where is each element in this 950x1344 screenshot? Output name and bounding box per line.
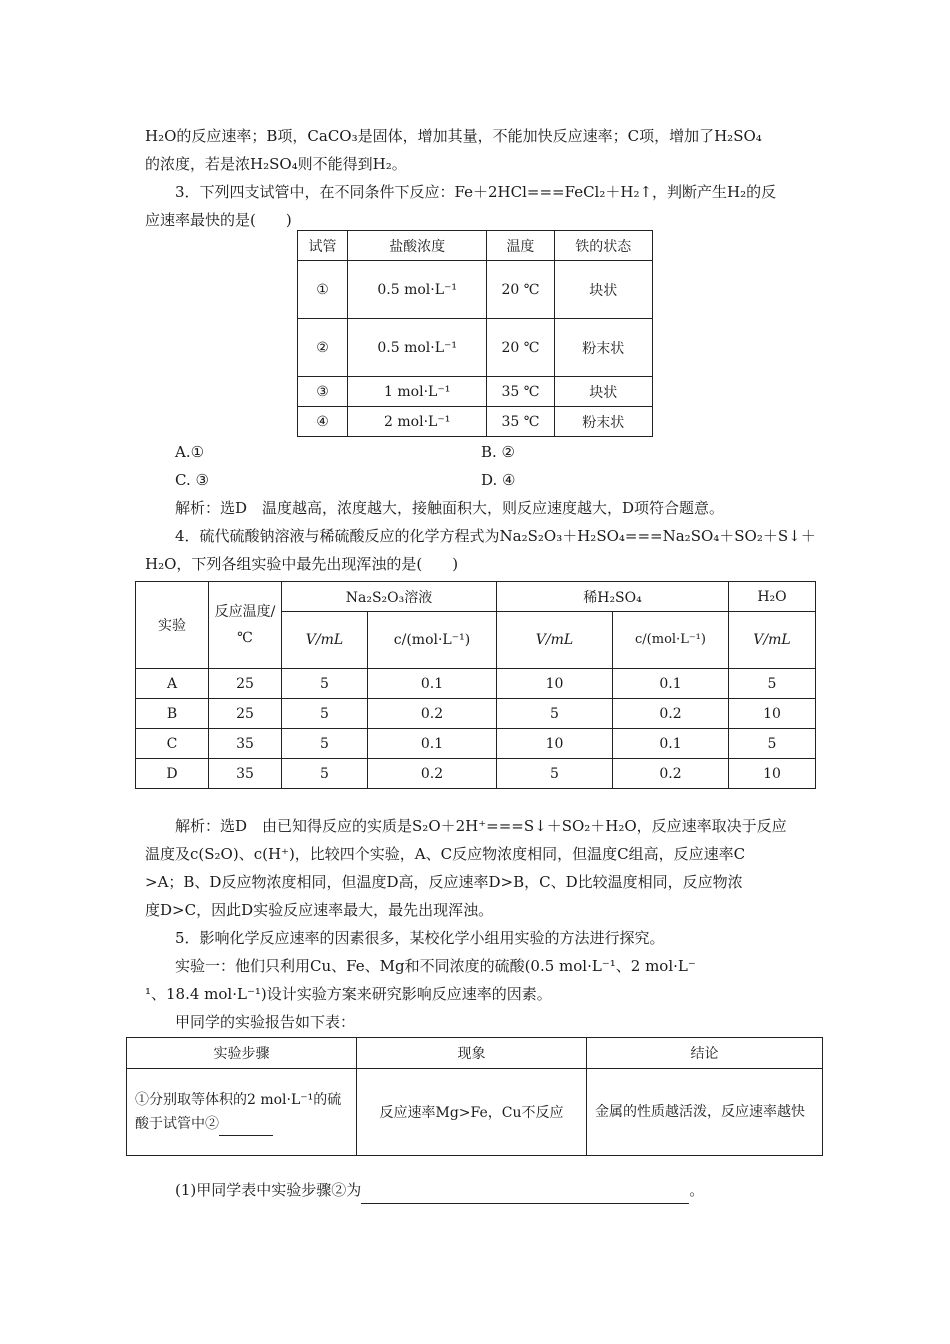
- table-cell: 0.5 mol·L⁻¹: [348, 319, 487, 377]
- step-text: ①分别取等体积的2 mol·L⁻¹的硫酸于试管中②: [135, 1092, 342, 1132]
- table-cell: 35 ℃: [487, 407, 554, 437]
- table-cell: [127, 1069, 357, 1156]
- table-cell: 0.1: [368, 669, 497, 699]
- question-4-stem: 4．硫代硫酸钠溶液与稀硫酸反应的化学方程式为Na₂S₂O₃＋H₂SO₄===Na₂SO₄＋SO₂＋S↓＋: [175, 527, 816, 545]
- table-header: Na₂S₂O₃溶液: [282, 582, 497, 612]
- table-header: 结论: [587, 1038, 823, 1069]
- question-5-stem: 实验一：他们只利用Cu、Fe、Mg和不同浓度的硫酸(0.5 mol·L⁻¹、2 mol·L⁻: [175, 957, 696, 975]
- option-d: D. ④: [481, 471, 516, 489]
- table-cell: 10: [729, 699, 816, 729]
- table-cell: 10: [729, 759, 816, 789]
- table-cell: 5: [729, 669, 816, 699]
- table-cell: ③: [298, 377, 348, 407]
- table-cell: 0.2: [613, 699, 729, 729]
- table-cell: 反应速率Mg>Fe，Cu不反应: [357, 1069, 587, 1156]
- table-header: 反应温度/℃: [209, 582, 282, 669]
- table-cell: 金属的性质越活泼，反应速率越快: [587, 1069, 823, 1156]
- table-header: c/(mol·L⁻¹): [368, 612, 497, 669]
- table-row: [127, 1069, 823, 1156]
- table-header: 稀H₂SO₄: [497, 582, 729, 612]
- question-4-answer: 解析：选D 由已知得反应的实质是S₂O＋2H⁺===S↓＋SO₂＋H₂O，反应速率取决于反应: [175, 817, 787, 835]
- table-cell: 5: [282, 669, 368, 699]
- table-header: 铁的状态: [554, 231, 652, 261]
- table-cell: ④: [298, 407, 348, 437]
- table-cell: 块状: [554, 377, 652, 407]
- paragraph-line: 的浓度，若是浓H₂SO₄则不能得到H₂。: [145, 155, 407, 173]
- table-header: V/mL: [729, 612, 816, 669]
- table-cell: 块状: [554, 261, 652, 319]
- table-cell: 0.1: [613, 729, 729, 759]
- option-b: B. ②: [481, 443, 516, 461]
- table-header: 现象: [357, 1038, 587, 1069]
- table-header: V/mL: [497, 612, 613, 669]
- question-5-stem: 甲同学的实验报告如下表：: [175, 1013, 356, 1031]
- table-cell: 35: [209, 759, 282, 789]
- table-cell: 粉末状: [554, 407, 652, 437]
- table-cell: ①: [298, 261, 348, 319]
- question-5-table: [126, 1037, 823, 1156]
- option-a: A.①: [175, 443, 205, 461]
- table-cell: D: [136, 759, 209, 789]
- table-cell: 5: [282, 759, 368, 789]
- table-cell: 5: [729, 729, 816, 759]
- option-c: C. ③: [175, 471, 209, 489]
- table-cell: 2 mol·L⁻¹: [348, 407, 487, 437]
- table-cell: ②: [298, 319, 348, 377]
- question-5-stem: 5．影响化学反应速率的因素很多，某校化学小组用实验的方法进行探究。: [175, 929, 665, 947]
- table-row: [136, 759, 816, 789]
- table-cell: 5: [282, 729, 368, 759]
- table-cell: 1 mol·L⁻¹: [348, 377, 487, 407]
- question-3-answer: 解析：选D 温度越高，浓度越大，接触面积大，则反应速度越大，D项符合题意。: [175, 499, 725, 517]
- paragraph-line: H₂O的反应速率；B项，CaCO₃是固体，增加其量，不能加快反应速率；C项，增加了H₂SO₄: [145, 127, 762, 145]
- table-cell: 粉末状: [554, 319, 652, 377]
- table-row: [136, 699, 816, 729]
- table-cell: 25: [209, 699, 282, 729]
- period: 。: [689, 1181, 705, 1199]
- question-5-stem: ¹、18.4 mol·L⁻¹)设计实验方案来研究影响反应速率的因素。: [145, 985, 552, 1003]
- table-cell: 20 ℃: [487, 319, 554, 377]
- question-3-table: [297, 230, 653, 437]
- table-cell: 35 ℃: [487, 377, 554, 407]
- subquestion-text: (1)甲同学表中实验步骤②为: [175, 1181, 362, 1199]
- table-cell: 0.2: [368, 699, 497, 729]
- answer-blank[interactable]: [361, 1203, 689, 1204]
- table-cell: 0.1: [368, 729, 497, 759]
- table-header: 盐酸浓度: [348, 231, 487, 261]
- table-cell: 35: [209, 729, 282, 759]
- question-4-stem: H₂O，下列各组实验中最先出现浑浊的是( ): [145, 555, 459, 573]
- table-row: [136, 669, 816, 699]
- table-cell: 0.5 mol·L⁻¹: [348, 261, 487, 319]
- table-header: 温度: [487, 231, 554, 261]
- question-5-subquestion-1: [175, 1176, 845, 1204]
- table-cell: 5: [497, 699, 613, 729]
- question-4-answer: 度D>C，因此D实验反应速率最大，最先出现浑浊。: [145, 901, 494, 919]
- table-cell: 5: [282, 699, 368, 729]
- table-cell: 0.2: [368, 759, 497, 789]
- table-cell: 20 ℃: [487, 261, 554, 319]
- table-header: 试管: [298, 231, 348, 261]
- table-header: c/(mol·L⁻¹): [613, 612, 729, 669]
- question-4-answer: 温度及c(S₂O)、c(H⁺)，比较四个实验，A、C反应物浓度相同，但温度C组高，反应速率C: [145, 845, 746, 863]
- table-cell: 25: [209, 669, 282, 699]
- table-header: 实验: [136, 582, 209, 669]
- answer-blank[interactable]: [219, 1135, 273, 1136]
- table-cell: 5: [497, 759, 613, 789]
- table-cell: A: [136, 669, 209, 699]
- table-header: H₂O: [729, 582, 816, 612]
- question-4-answer: >A；B、D反应物浓度相同，但温度D高，反应速率D>B，C、D比较温度相同，反应物浓: [145, 873, 743, 891]
- table-header: V/mL: [282, 612, 368, 669]
- table-cell: 10: [497, 729, 613, 759]
- question-4-table: [135, 581, 816, 789]
- table-cell: B: [136, 699, 209, 729]
- question-3-stem: 3．下列四支试管中，在不同条件下反应：Fe＋2HCl===FeCl₂＋H₂↑，判断产生H₂的反: [175, 183, 777, 201]
- table-header: 实验步骤: [127, 1038, 357, 1069]
- table-cell: 0.2: [613, 759, 729, 789]
- question-3-stem: 应速率最快的是( ): [145, 211, 292, 229]
- table-row: [136, 729, 816, 759]
- table-cell: 0.1: [613, 669, 729, 699]
- table-cell: C: [136, 729, 209, 759]
- table-cell: 10: [497, 669, 613, 699]
